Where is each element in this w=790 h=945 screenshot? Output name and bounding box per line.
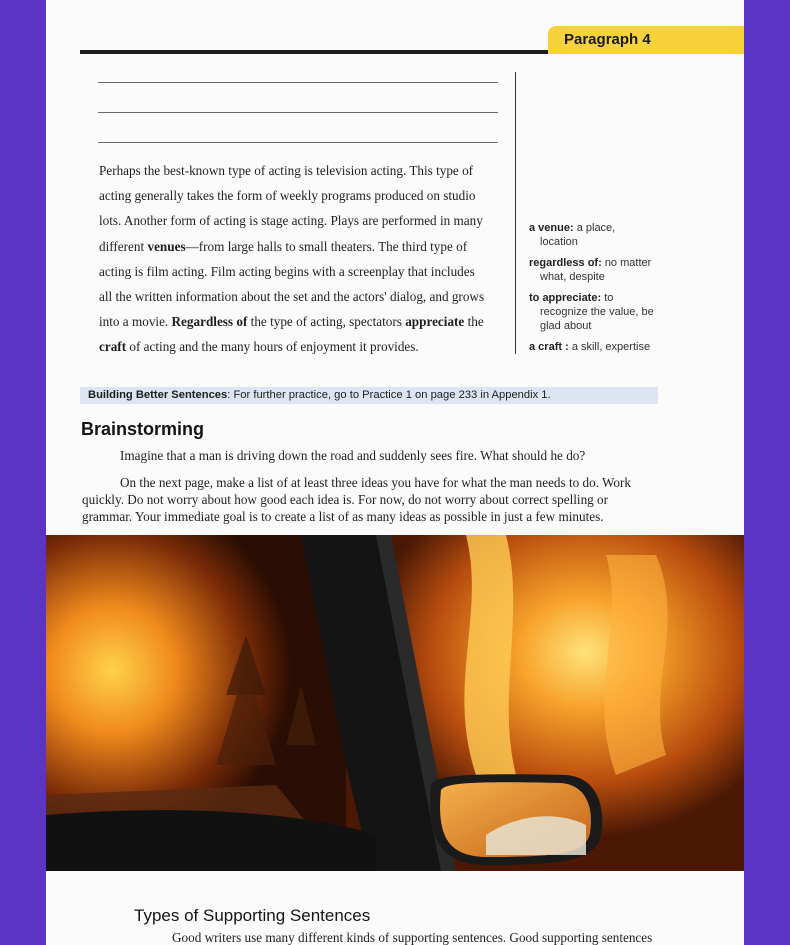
glossary-craft: a craft : a skill, expertise	[529, 341, 651, 353]
glossary-regardless-of: regardless of: no matter what, despite	[529, 257, 652, 283]
para-line: acting generally takes the form of weekly programs produced on studio	[99, 188, 476, 204]
writing-line	[98, 112, 498, 113]
para-line: all the written information about the set and the actors' dialog, and grows	[99, 289, 485, 305]
types-intro-line: Good writers use many different kinds of supporting sentences. Good supporting sentences	[172, 930, 653, 945]
paragraph-tab: Paragraph 4	[548, 26, 744, 54]
para-line: Perhaps the best-known type of acting is television acting. This type of	[99, 163, 474, 178]
brainstorming-instructions: On the next page, make a list of at least three ideas you have for what the man needs to do. Work quickly. Do not worry about how good each idea is. For now, do not worry about correct spelling or grammar. Your immediate goal is to create a list of as many ideas as possible in just a few minutes.	[82, 475, 632, 524]
writing-line	[98, 82, 498, 83]
para-line: lots. Another form of acting is stage acting. Plays are performed in many	[99, 213, 483, 229]
vocab-venues: venues	[147, 238, 186, 254]
forest-fire-car-photo	[46, 535, 744, 871]
vocab-craft: craft	[99, 339, 127, 355]
para-line: different venues—from large halls to small theaters. The third type of	[99, 238, 468, 254]
glossary-venue: a venue: a place, location	[529, 222, 616, 248]
types-of-supporting-sentences-heading: Types of Supporting Sentences	[134, 906, 371, 925]
brainstorming-heading: Brainstorming	[81, 419, 205, 439]
brainstorming-intro: Imagine that a man is driving down the road and suddenly sees fire. What should he do?	[120, 448, 586, 463]
paragraph-4-text	[99, 158, 504, 360]
building-better-sentences-bar: Building Better Sentences: For further practice, go to Practice 1 on page 233 in Appendix 1.	[80, 387, 658, 404]
writing-line	[98, 142, 498, 143]
vocab-appreciate: appreciate	[405, 314, 465, 330]
column-divider	[515, 72, 516, 354]
para-line: into a movie. Regardless of the type of acting, spectators appreciate the	[99, 314, 484, 330]
textbook-page	[46, 0, 744, 945]
vocab-regardless-of: Regardless of	[171, 314, 248, 330]
para-line: acting is film acting. Film acting begins with a screenplay that includes	[99, 263, 475, 279]
glossary-appreciate: to appreciate: to recognize the value, be glad about	[529, 292, 654, 332]
para-line: craft of acting and the many hours of enjoyment it provides.	[99, 339, 419, 355]
header-rule	[80, 50, 600, 54]
